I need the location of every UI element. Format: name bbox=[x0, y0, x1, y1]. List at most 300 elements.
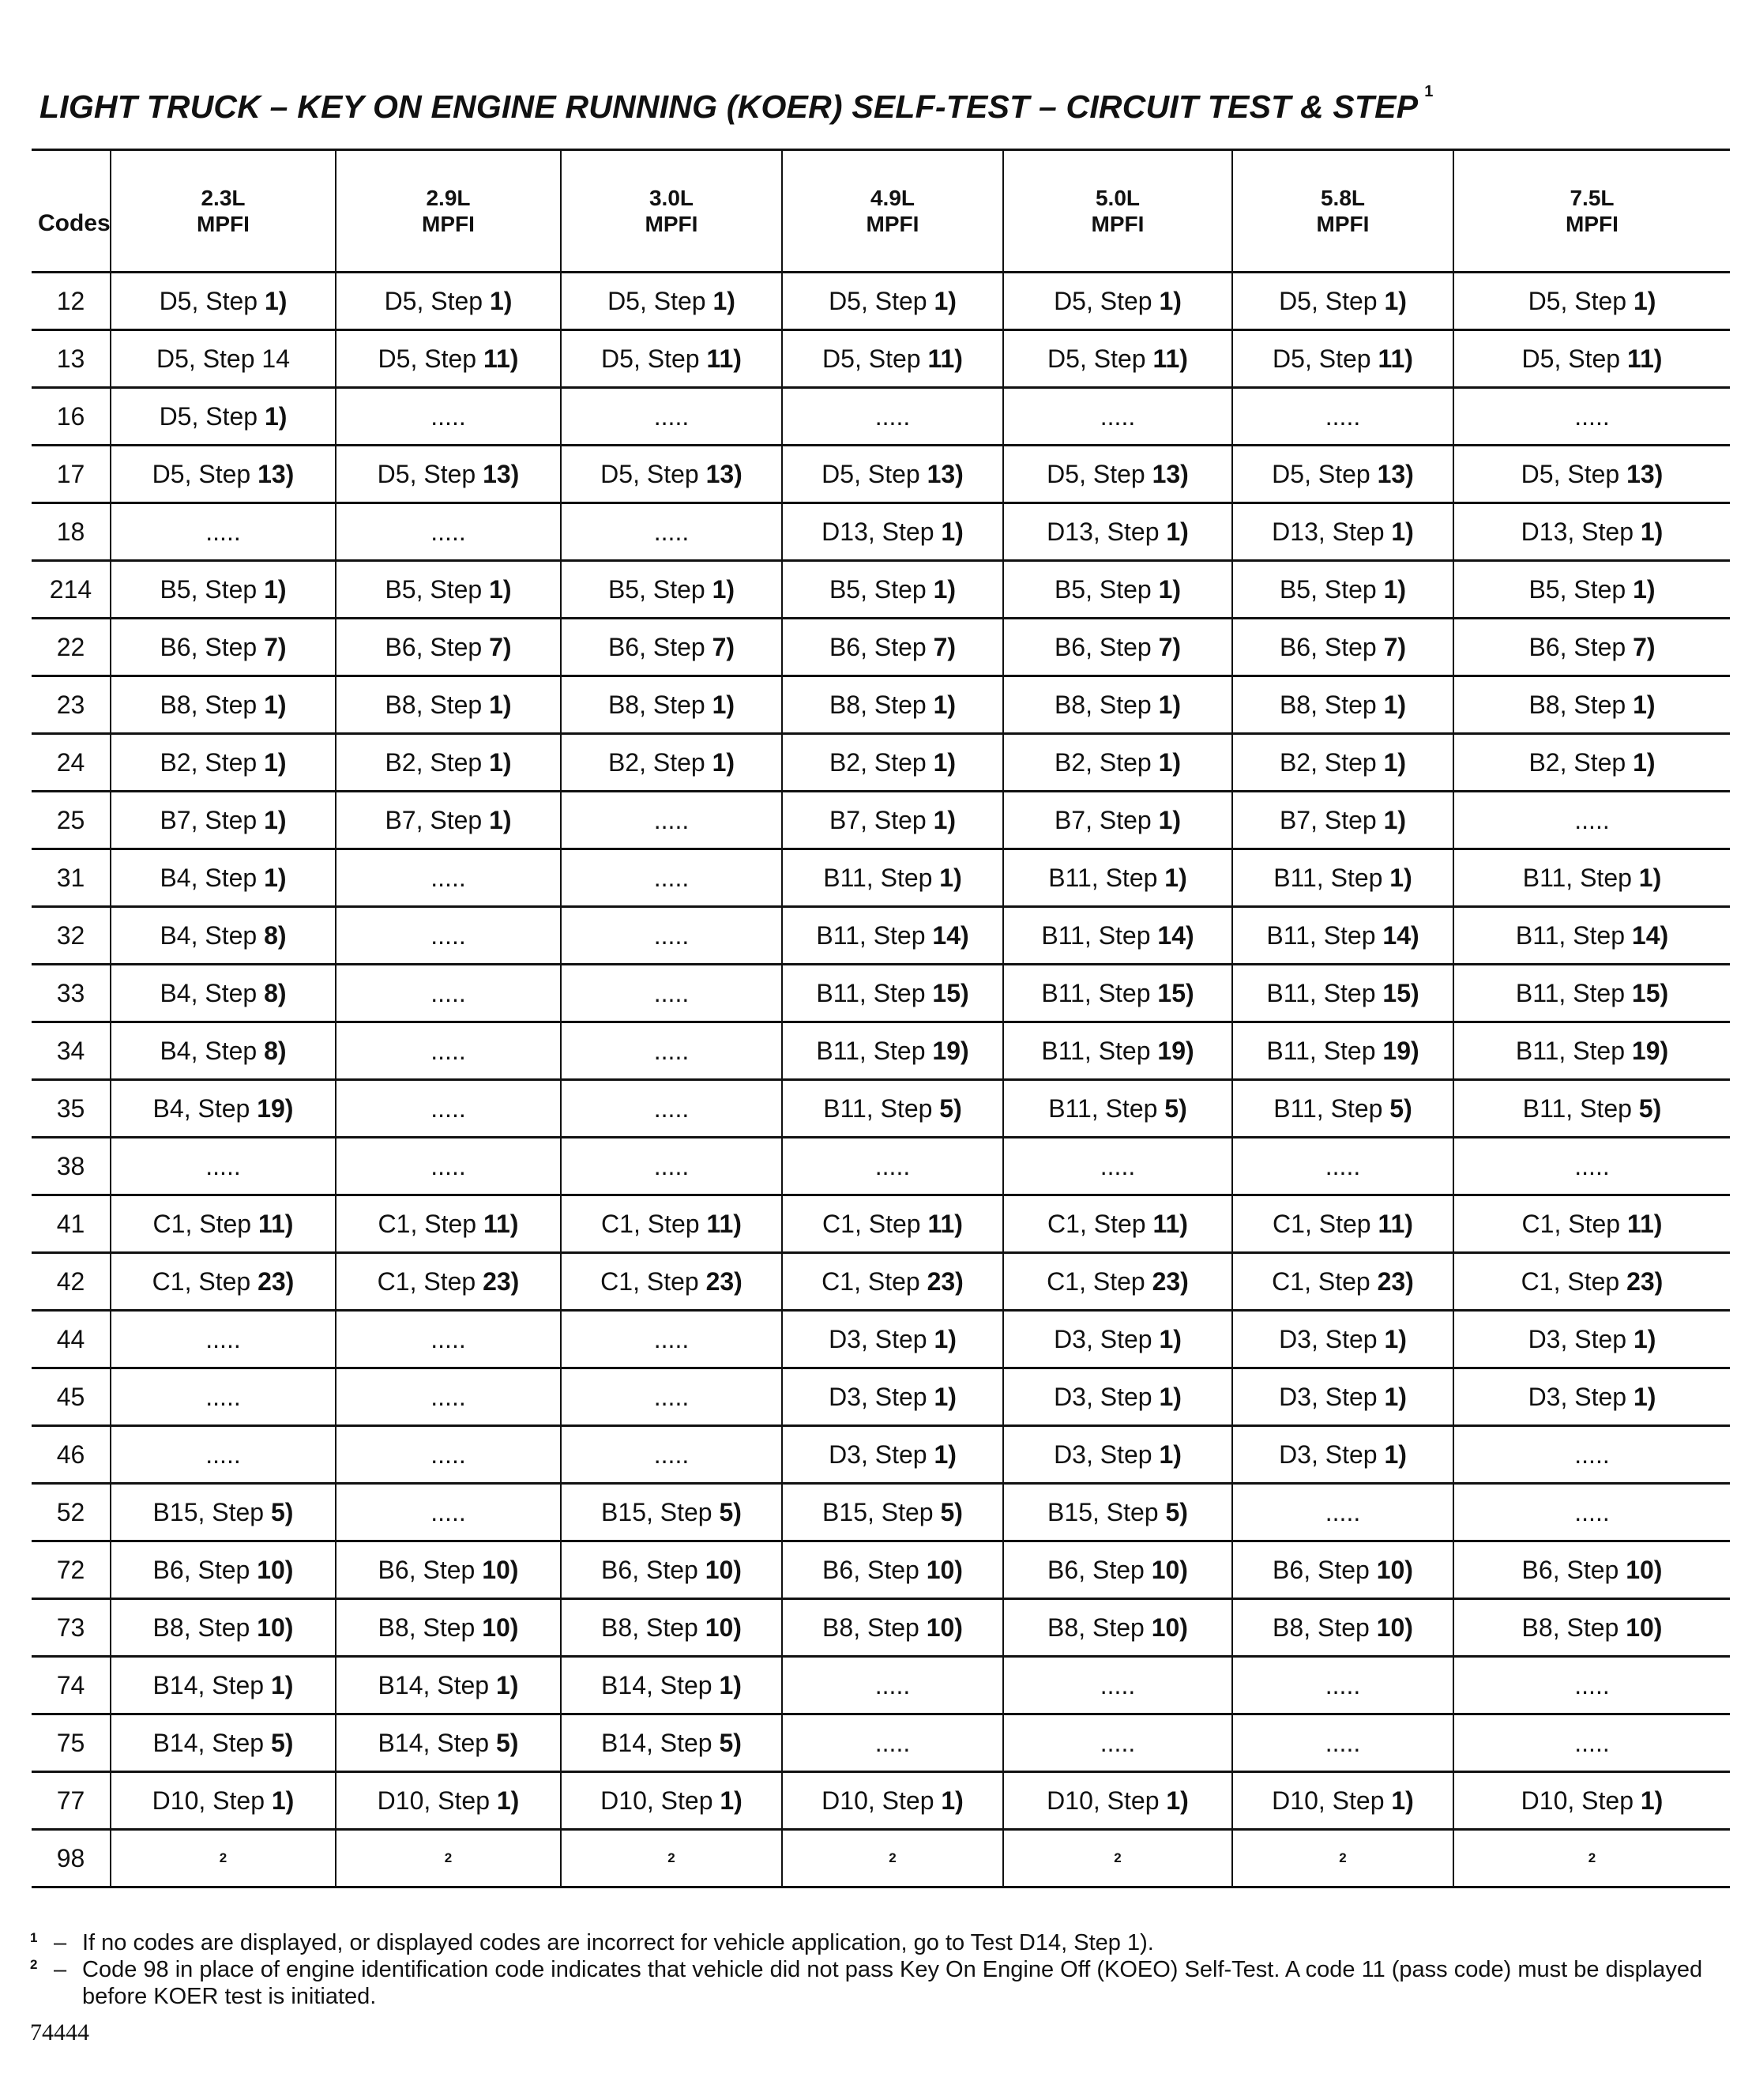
test-step-cell bbox=[1453, 676, 1730, 734]
test-step-text: B5, Step bbox=[160, 574, 265, 604]
test-step-text: C1, Step bbox=[377, 1266, 483, 1296]
test-step-text: B5, Step bbox=[607, 574, 712, 604]
test-step-cell bbox=[1003, 1657, 1232, 1714]
test-step-cell bbox=[336, 1253, 561, 1311]
step-number: 1) bbox=[264, 805, 287, 834]
test-step-text: C1, Step bbox=[378, 1209, 483, 1238]
test-step-text: B8, Step bbox=[378, 1613, 483, 1642]
test-step-text: D5, Step bbox=[1521, 344, 1627, 373]
test-step-text: D5, Step bbox=[159, 286, 265, 315]
test-step-text: D3, Step bbox=[1054, 1440, 1160, 1469]
test-step-cell bbox=[1003, 1195, 1232, 1253]
test-step-text: D3, Step bbox=[829, 1440, 934, 1469]
test-step-cell bbox=[111, 330, 336, 388]
test-step-text: B11, Step bbox=[1266, 920, 1383, 950]
test-step-text: D10, Step bbox=[1047, 1786, 1167, 1815]
step-number: 1) bbox=[1640, 1786, 1664, 1815]
test-step-cell bbox=[111, 1714, 336, 1772]
test-step-cell bbox=[1232, 388, 1453, 446]
code-cell: 12 bbox=[32, 273, 111, 330]
injection-type: MPFI bbox=[422, 212, 475, 236]
test-step-cell bbox=[336, 619, 561, 676]
test-step-text: D5, Step bbox=[821, 459, 927, 488]
test-step-text: ..... bbox=[1100, 1151, 1136, 1180]
code-cell: 44 bbox=[32, 1311, 111, 1368]
code-cell: 13 bbox=[32, 330, 111, 388]
table-row bbox=[32, 1657, 1730, 1714]
step-number: 1) bbox=[496, 1786, 520, 1815]
step-number: 11) bbox=[1378, 344, 1413, 373]
test-step-cell bbox=[1232, 1253, 1453, 1311]
test-step-cell bbox=[1003, 1368, 1232, 1426]
step-number: 5) bbox=[940, 1497, 963, 1526]
test-step-text: D5, Step bbox=[601, 344, 707, 373]
koer-code-table bbox=[32, 149, 1730, 1888]
test-step-text: D10, Step bbox=[152, 1786, 272, 1815]
test-step-cell bbox=[336, 1368, 561, 1426]
test-step-cell bbox=[111, 1541, 336, 1599]
test-step-cell bbox=[782, 446, 1003, 503]
test-step-text: ..... bbox=[430, 1440, 466, 1469]
test-step-cell bbox=[111, 273, 336, 330]
step-number: 7) bbox=[1158, 632, 1182, 661]
test-step-text: B11, Step bbox=[1041, 978, 1158, 1007]
test-step-text: B14, Step bbox=[378, 1728, 496, 1757]
test-step-cell bbox=[561, 619, 782, 676]
test-step-text: B6, Step bbox=[1279, 632, 1384, 661]
test-step-text: D10, Step bbox=[1272, 1786, 1392, 1815]
test-step-cell bbox=[782, 1772, 1003, 1830]
test-step-text: ..... bbox=[1574, 1440, 1610, 1469]
test-step-cell bbox=[1003, 849, 1232, 907]
step-number: 1) bbox=[1383, 747, 1407, 777]
test-step-text: ..... bbox=[653, 1036, 690, 1065]
test-step-text: B8, Step bbox=[152, 1613, 258, 1642]
test-step-cell bbox=[782, 965, 1003, 1022]
test-step-text: B6, Step bbox=[829, 632, 934, 661]
test-step-text: D13, Step bbox=[1047, 517, 1167, 546]
table-row bbox=[32, 1426, 1730, 1484]
test-step-text: B2, Step bbox=[385, 747, 490, 777]
test-step-cell bbox=[1232, 1657, 1453, 1714]
test-step-text: D3, Step bbox=[1279, 1382, 1385, 1411]
step-number: 1) bbox=[939, 863, 962, 892]
test-step-text: D5, Step bbox=[607, 286, 713, 315]
step-number: 1) bbox=[1158, 805, 1182, 834]
step-number: 19) bbox=[257, 1093, 294, 1123]
test-step-text: ..... bbox=[1325, 1728, 1361, 1757]
test-step-text: B5, Step bbox=[829, 574, 934, 604]
test-step-text: D5, Step bbox=[1054, 286, 1160, 315]
table-row bbox=[32, 1368, 1730, 1426]
test-step-cell bbox=[1003, 1253, 1232, 1311]
test-step-text: B8, Step bbox=[1273, 1613, 1377, 1642]
test-step-cell bbox=[111, 619, 336, 676]
test-step-cell bbox=[111, 503, 336, 561]
step-number: 23) bbox=[1377, 1266, 1414, 1296]
test-step-cell bbox=[336, 1599, 561, 1657]
code-cell: 16 bbox=[32, 388, 111, 446]
code-cell: 77 bbox=[32, 1772, 111, 1830]
step-number: 5) bbox=[719, 1728, 742, 1757]
test-step-cell bbox=[111, 907, 336, 965]
test-step-text: B11, Step bbox=[1273, 1093, 1390, 1123]
test-step-text: ..... bbox=[205, 1440, 241, 1469]
test-step-text: D13, Step bbox=[1521, 517, 1641, 546]
table-row bbox=[32, 734, 1730, 792]
code-cell: 72 bbox=[32, 1541, 111, 1599]
test-step-text: D3, Step bbox=[829, 1324, 934, 1353]
engine-size: 5.0L bbox=[1095, 186, 1141, 210]
engine-size: 7.5L bbox=[1570, 186, 1615, 210]
test-step-text: ..... bbox=[653, 1324, 690, 1353]
test-step-text: B6, Step bbox=[601, 1555, 705, 1584]
step-number: 8) bbox=[264, 920, 287, 950]
test-step-cell bbox=[111, 388, 336, 446]
table-row bbox=[32, 907, 1730, 965]
test-step-cell bbox=[1453, 907, 1730, 965]
footnote-2-mark: 2 bbox=[30, 1957, 38, 1972]
step-number: 1) bbox=[934, 1440, 957, 1469]
step-number: 10) bbox=[482, 1613, 519, 1642]
step-number: 11) bbox=[1626, 1209, 1663, 1238]
step-number: 1) bbox=[933, 747, 957, 777]
test-step-text: B6, Step bbox=[1047, 1555, 1152, 1584]
test-step-cell bbox=[336, 1772, 561, 1830]
test-step-cell bbox=[1232, 1484, 1453, 1541]
table-body bbox=[32, 273, 1730, 1887]
test-step-text: B8, Step bbox=[1521, 1613, 1626, 1642]
code-cell: 38 bbox=[32, 1138, 111, 1195]
test-step-text: B11, Step bbox=[816, 978, 933, 1007]
step-number: 23) bbox=[705, 1266, 743, 1296]
step-number: 11) bbox=[483, 344, 519, 373]
test-step-text: B11, Step bbox=[1266, 978, 1383, 1007]
code-cell: 17 bbox=[32, 446, 111, 503]
injection-type: MPFI bbox=[645, 212, 698, 236]
footnote-ref-mark: 2 bbox=[444, 1850, 453, 1865]
test-step-text: C1, Step bbox=[600, 1266, 706, 1296]
test-step-cell bbox=[561, 1080, 782, 1138]
test-step-cell bbox=[1453, 1426, 1730, 1484]
table-row bbox=[32, 561, 1730, 619]
test-step-cell bbox=[1003, 1599, 1232, 1657]
test-step-cell bbox=[1453, 388, 1730, 446]
test-step-cell bbox=[336, 446, 561, 503]
table-row bbox=[32, 619, 1730, 676]
test-step-text: B11, Step bbox=[1041, 920, 1158, 950]
step-number: 1) bbox=[933, 805, 957, 834]
test-step-text: B4, Step bbox=[160, 978, 265, 1007]
step-number: 1) bbox=[712, 690, 735, 719]
test-step-cell bbox=[1232, 1138, 1453, 1195]
step-number: 7) bbox=[1383, 632, 1407, 661]
step-number: 1) bbox=[1384, 1324, 1407, 1353]
step-number: 1) bbox=[933, 690, 957, 719]
test-step-cell bbox=[1003, 792, 1232, 849]
test-step-text: D5, Step 14 bbox=[156, 344, 290, 373]
test-step-cell bbox=[561, 1195, 782, 1253]
test-step-text: B11, Step bbox=[1515, 978, 1632, 1007]
code-cell: 24 bbox=[32, 734, 111, 792]
test-step-text: C1, Step bbox=[1521, 1266, 1627, 1296]
test-step-cell bbox=[1003, 676, 1232, 734]
step-number: 5) bbox=[1389, 1093, 1412, 1123]
engine-column-header bbox=[1232, 150, 1453, 273]
test-step-cell bbox=[1453, 1599, 1730, 1657]
test-step-cell bbox=[1453, 1253, 1730, 1311]
step-number: 1) bbox=[720, 1786, 743, 1815]
table-row bbox=[32, 1138, 1730, 1195]
test-step-cell bbox=[111, 1080, 336, 1138]
test-step-text: D3, Step bbox=[1054, 1382, 1160, 1411]
step-number: 1) bbox=[1384, 286, 1407, 315]
step-number: 1) bbox=[495, 1670, 519, 1699]
test-step-cell bbox=[1003, 1138, 1232, 1195]
step-number: 10) bbox=[926, 1613, 963, 1642]
step-number: 23) bbox=[1626, 1266, 1664, 1296]
test-step-text: D5, Step bbox=[1047, 344, 1153, 373]
code-cell: 73 bbox=[32, 1599, 111, 1657]
step-number: 5) bbox=[1164, 1093, 1187, 1123]
step-number: 10) bbox=[705, 1613, 742, 1642]
step-number: 10) bbox=[1376, 1555, 1413, 1584]
code-cell: 18 bbox=[32, 503, 111, 561]
step-number: 7) bbox=[933, 632, 957, 661]
step-number: 5) bbox=[1638, 1093, 1662, 1123]
test-step-text: B11, Step bbox=[1273, 863, 1390, 892]
injection-type: MPFI bbox=[1091, 212, 1145, 236]
step-number: 10) bbox=[1626, 1613, 1663, 1642]
engine-column-header bbox=[782, 150, 1003, 273]
test-step-text: B6, Step bbox=[1273, 1555, 1377, 1584]
footnotes bbox=[30, 1929, 1728, 2010]
test-step-cell bbox=[561, 734, 782, 792]
test-step-text: D5, Step bbox=[829, 286, 934, 315]
table-row bbox=[32, 1080, 1730, 1138]
test-step-cell bbox=[336, 1714, 561, 1772]
step-number: 5) bbox=[270, 1497, 294, 1526]
test-step-text: B6, Step bbox=[822, 1555, 927, 1584]
footnote-2-text: Code 98 in place of engine identification code indicates that vehicle did not pass Key On Engine Off (KOEO) Self-Test. A code 11 (pass code) must be displayed before KOER test is initiated. bbox=[82, 1957, 1703, 2009]
test-step-cell bbox=[336, 792, 561, 849]
test-step-text: B11, Step bbox=[816, 1036, 933, 1065]
test-step-cell bbox=[1003, 1772, 1232, 1830]
test-step-text: D5, Step bbox=[1279, 286, 1385, 315]
engine-size: 5.8L bbox=[1320, 186, 1366, 210]
test-step-text: B11, Step bbox=[1041, 1036, 1158, 1065]
test-step-cell bbox=[1453, 1772, 1730, 1830]
test-step-cell bbox=[1232, 273, 1453, 330]
test-step-text: D10, Step bbox=[600, 1786, 720, 1815]
test-step-cell bbox=[111, 1368, 336, 1426]
step-number: 1) bbox=[1164, 863, 1187, 892]
test-step-cell bbox=[1003, 388, 1232, 446]
test-step-text: C1, Step bbox=[601, 1209, 707, 1238]
test-step-text: ..... bbox=[1325, 1497, 1361, 1526]
test-step-cell bbox=[111, 1253, 336, 1311]
test-step-text: B11, Step bbox=[823, 1093, 940, 1123]
test-step-cell bbox=[336, 1657, 561, 1714]
page-title bbox=[39, 83, 1434, 126]
test-step-text: B8, Step bbox=[601, 1613, 705, 1642]
test-step-text: ..... bbox=[205, 1151, 241, 1180]
test-step-cell bbox=[561, 1368, 782, 1426]
test-step-cell bbox=[782, 388, 1003, 446]
test-step-text: ..... bbox=[1100, 1728, 1136, 1757]
test-step-text: ..... bbox=[430, 1324, 466, 1353]
step-number: 5) bbox=[719, 1497, 742, 1526]
test-step-text: C1, Step bbox=[1521, 1209, 1627, 1238]
test-step-text: B8, Step bbox=[385, 690, 490, 719]
test-step-text: B7, Step bbox=[160, 805, 265, 834]
step-number: 1) bbox=[489, 574, 512, 604]
test-step-text: B11, Step bbox=[1048, 863, 1165, 892]
test-step-cell bbox=[1003, 734, 1232, 792]
test-step-text: B6, Step bbox=[1528, 632, 1634, 661]
engine-size: 2.9L bbox=[426, 186, 471, 210]
test-step-text: D13, Step bbox=[1272, 517, 1392, 546]
test-step-cell bbox=[1453, 503, 1730, 561]
step-number: 10) bbox=[1151, 1613, 1188, 1642]
step-number: 10) bbox=[926, 1555, 963, 1584]
test-step-text: ..... bbox=[430, 1497, 466, 1526]
test-step-cell bbox=[561, 1253, 782, 1311]
test-step-text: D5, Step bbox=[1047, 459, 1152, 488]
step-number: 14) bbox=[1631, 920, 1669, 950]
step-number: 11) bbox=[927, 344, 963, 373]
footnote-ref-mark: 2 bbox=[219, 1850, 227, 1865]
test-step-cell bbox=[1003, 965, 1232, 1022]
test-step-text: B11, Step bbox=[823, 863, 940, 892]
test-step-cell bbox=[1003, 561, 1232, 619]
test-step-cell bbox=[561, 676, 782, 734]
engine-size: 3.0L bbox=[649, 186, 694, 210]
step-number: 15) bbox=[1157, 978, 1194, 1007]
test-step-cell bbox=[782, 1253, 1003, 1311]
step-number: 1) bbox=[1633, 1382, 1656, 1411]
test-step-text: ..... bbox=[874, 1151, 911, 1180]
test-step-cell bbox=[561, 503, 782, 561]
step-number: 1) bbox=[489, 805, 512, 834]
test-step-cell bbox=[782, 1195, 1003, 1253]
test-step-cell bbox=[111, 1772, 336, 1830]
test-step-text: B6, Step bbox=[378, 1555, 483, 1584]
test-step-cell bbox=[111, 446, 336, 503]
test-step-cell bbox=[782, 676, 1003, 734]
test-step-text: ..... bbox=[1100, 1670, 1136, 1699]
code-cell: 31 bbox=[32, 849, 111, 907]
test-step-cell bbox=[1453, 446, 1730, 503]
test-step-text: B11, Step bbox=[1048, 1093, 1165, 1123]
table-row bbox=[32, 1541, 1730, 1599]
table-row bbox=[32, 330, 1730, 388]
test-step-text: C1, Step bbox=[821, 1266, 927, 1296]
test-step-text: D10, Step bbox=[1521, 1786, 1641, 1815]
test-step-cell bbox=[1453, 273, 1730, 330]
step-number: 1) bbox=[941, 517, 964, 546]
step-number: 1) bbox=[1391, 517, 1414, 546]
table-row bbox=[32, 1599, 1730, 1657]
step-number: 5) bbox=[939, 1093, 962, 1123]
test-step-cell bbox=[111, 849, 336, 907]
injection-type: MPFI bbox=[197, 212, 250, 236]
step-number: 15) bbox=[1631, 978, 1669, 1007]
step-number: 13) bbox=[483, 459, 520, 488]
table-row bbox=[32, 792, 1730, 849]
test-step-text: B4, Step bbox=[152, 1093, 258, 1123]
test-step-text: D3, Step bbox=[1279, 1324, 1385, 1353]
test-step-cell bbox=[782, 1830, 1003, 1887]
footnote-ref-mark: 2 bbox=[1339, 1850, 1347, 1865]
code-cell: 52 bbox=[32, 1484, 111, 1541]
test-step-text: ..... bbox=[653, 805, 690, 834]
test-step-cell bbox=[1003, 1714, 1232, 1772]
test-step-text: B6, Step bbox=[1521, 1555, 1626, 1584]
test-step-cell bbox=[1232, 849, 1453, 907]
test-step-cell bbox=[336, 1022, 561, 1080]
test-step-text: D3, Step bbox=[829, 1382, 934, 1411]
test-step-text: B6, Step bbox=[160, 632, 265, 661]
test-step-cell bbox=[336, 734, 561, 792]
test-step-text: D5, Step bbox=[600, 459, 706, 488]
test-step-cell bbox=[561, 561, 782, 619]
step-number: 11) bbox=[483, 1209, 519, 1238]
test-step-cell bbox=[111, 1830, 336, 1887]
code-cell: 41 bbox=[32, 1195, 111, 1253]
step-number: 1) bbox=[1391, 1786, 1414, 1815]
step-number: 13) bbox=[1152, 459, 1189, 488]
test-step-cell bbox=[782, 1022, 1003, 1080]
code-cell: 214 bbox=[32, 561, 111, 619]
test-step-cell bbox=[561, 907, 782, 965]
test-step-cell bbox=[561, 273, 782, 330]
footnote-1-dash: – bbox=[54, 1930, 67, 1955]
test-step-text: B6, Step bbox=[1054, 632, 1159, 661]
step-number: 13) bbox=[705, 459, 743, 488]
test-step-text: ..... bbox=[430, 920, 466, 950]
step-number: 10) bbox=[257, 1613, 294, 1642]
test-step-cell bbox=[1232, 1311, 1453, 1368]
test-step-cell bbox=[336, 1138, 561, 1195]
step-number: 5) bbox=[1165, 1497, 1188, 1526]
step-number: 1) bbox=[1159, 1324, 1182, 1353]
figure-number: 74444 bbox=[30, 2019, 89, 2045]
step-number: 8) bbox=[264, 978, 287, 1007]
test-step-text: B7, Step bbox=[385, 805, 490, 834]
test-step-cell bbox=[1453, 965, 1730, 1022]
test-step-text: D5, Step bbox=[384, 286, 490, 315]
test-step-text: ..... bbox=[1574, 1728, 1610, 1757]
test-step-cell bbox=[1232, 1022, 1453, 1080]
test-step-text: B5, Step bbox=[1528, 574, 1634, 604]
test-step-text: ..... bbox=[1574, 805, 1610, 834]
test-step-text: D3, Step bbox=[1279, 1440, 1385, 1469]
test-step-text: B11, Step bbox=[1515, 1036, 1632, 1065]
test-step-cell bbox=[561, 965, 782, 1022]
test-step-text: B8, Step bbox=[160, 690, 265, 719]
test-step-text: ..... bbox=[430, 863, 466, 892]
step-number: 1) bbox=[934, 286, 957, 315]
test-step-cell bbox=[1003, 907, 1232, 965]
test-step-cell bbox=[1453, 1368, 1730, 1426]
step-number: 5) bbox=[495, 1728, 519, 1757]
test-step-cell bbox=[1453, 1080, 1730, 1138]
footnote-ref-mark: 2 bbox=[889, 1850, 897, 1865]
test-step-text: ..... bbox=[430, 1151, 466, 1180]
test-step-text: ..... bbox=[653, 1093, 690, 1123]
step-number: 1) bbox=[941, 1786, 964, 1815]
